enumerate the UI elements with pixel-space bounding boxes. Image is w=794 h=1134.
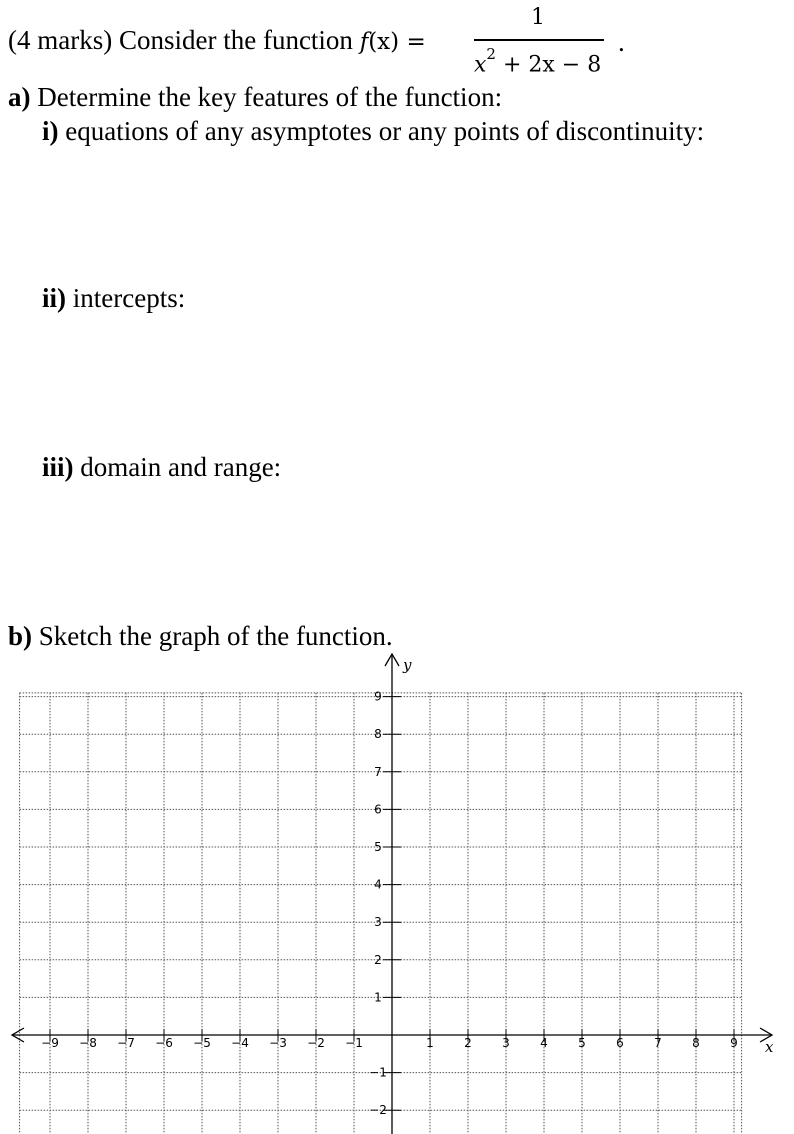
part-b-label: b) <box>8 621 33 651</box>
part-a-text: Determine the key features of the function: <box>37 82 503 112</box>
y-tick-label: −1 <box>369 1065 387 1080</box>
x-tick-label: −6 <box>155 1036 173 1050</box>
part-b-heading <box>8 620 393 652</box>
x-tick-label: 3 <box>502 1036 510 1050</box>
x-tick-labels <box>41 1036 738 1050</box>
x-tick-label: −8 <box>79 1036 97 1050</box>
item-label: i) <box>42 116 59 146</box>
y-tick-label: 7 <box>374 764 382 779</box>
y-tick-label: 4 <box>374 877 382 892</box>
function-name: f(x) = <box>359 29 426 55</box>
x-tick-label: 5 <box>578 1036 586 1050</box>
y-tick-labels <box>369 690 387 1118</box>
part-a-item-3 <box>42 451 281 483</box>
y-axis-label: y <box>403 656 412 674</box>
x-tick-label: −4 <box>231 1036 249 1050</box>
y-tick-label: 5 <box>374 840 382 854</box>
y-tick-label: −2 <box>369 1103 387 1118</box>
item-text: intercepts: <box>72 283 186 313</box>
x-tick-label: −5 <box>193 1036 211 1050</box>
question-intro: Consider the function <box>118 25 353 55</box>
y-tick-label: 9 <box>374 689 382 704</box>
part-a-item-1 <box>42 115 704 147</box>
item-label: ii) <box>42 283 66 313</box>
y-tick-label: 1 <box>374 990 382 1005</box>
fraction-bar <box>474 39 604 41</box>
y-tick-label: 3 <box>374 915 382 930</box>
x-tick-label: 9 <box>730 1036 738 1050</box>
marks-label: (4 marks) <box>8 25 113 55</box>
item-label: iii) <box>42 452 74 482</box>
y-tick-label: 8 <box>374 727 382 742</box>
y-tick-label: 2 <box>374 952 382 967</box>
x-tick-label: −3 <box>269 1036 287 1050</box>
item-text: domain and range: <box>80 452 282 482</box>
fraction-denominator: $x^2 + 2x - 8$ <box>474 45 602 78</box>
x-axis-label: x <box>765 1038 774 1056</box>
question-header <box>8 24 426 58</box>
x-tick-label: −2 <box>307 1036 325 1050</box>
function-fraction <box>474 4 610 78</box>
part-b-text: Sketch the graph of the function. <box>38 621 393 651</box>
x-tick-label: 2 <box>464 1036 472 1050</box>
fraction-period: . <box>618 27 625 57</box>
fraction-numerator: 1 <box>531 5 545 30</box>
x-tick-label: 4 <box>540 1036 548 1050</box>
part-a-heading <box>8 81 502 113</box>
x-tick-label: 6 <box>616 1036 624 1050</box>
sketch-grid[interactable] <box>0 650 794 1134</box>
part-a-item-2 <box>42 282 185 314</box>
x-tick-label: −7 <box>117 1036 135 1050</box>
x-tick-label: 8 <box>692 1036 700 1050</box>
part-a-label: a) <box>8 82 31 112</box>
x-tick-label: −1 <box>345 1036 363 1050</box>
x-tick-label: 1 <box>426 1036 434 1050</box>
x-tick-label: −9 <box>41 1036 59 1050</box>
item-text: equations of any asymptotes or any points of discontinuity: <box>65 116 705 146</box>
y-tick-label: 6 <box>374 802 382 817</box>
x-tick-label: 7 <box>654 1036 662 1050</box>
